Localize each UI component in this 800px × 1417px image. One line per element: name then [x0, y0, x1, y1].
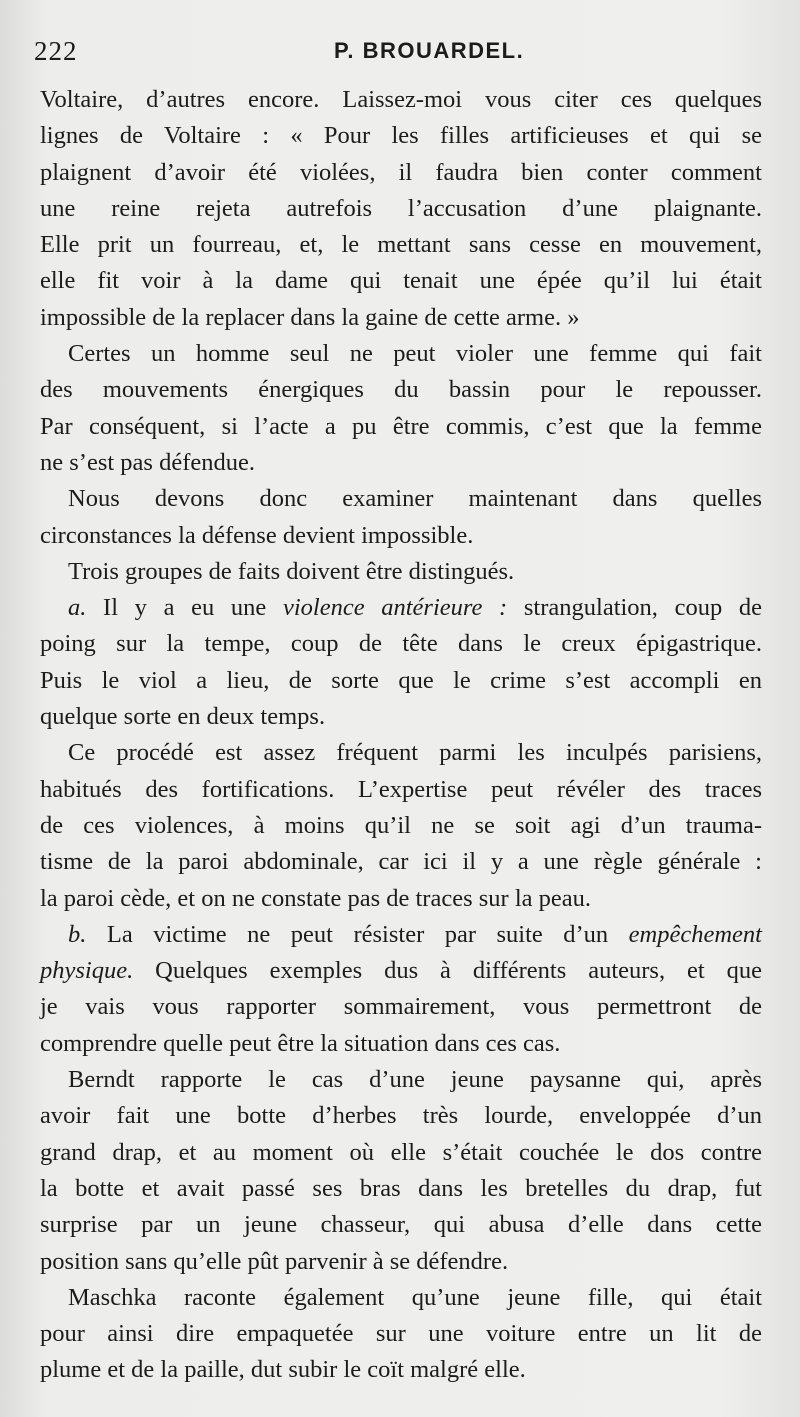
- text-line: elle fit voir à la dame qui tenait une épée qu’il lui était: [40, 267, 762, 295]
- text-line: Certes un homme seul ne peut violer une femme qui fait: [68, 340, 762, 368]
- text-line: ne s’est pas défendue.: [40, 448, 255, 476]
- text-line: Trois groupes de faits doivent être distingués.: [68, 557, 515, 585]
- text-line: pour ainsi dire empaquetée sur une voiture entre un lit de: [40, 1320, 762, 1348]
- running-title: P. BROUARDEL.: [334, 38, 525, 63]
- italic-segment: violence antérieure :: [282, 594, 508, 622]
- text-line: quelque sorte en deux temps.: [40, 703, 326, 731]
- text-line: Maschka raconte également qu’une jeune fille, qui était: [68, 1283, 762, 1311]
- text-line: grand drap, et au moment où elle s’était couchée le dos contre: [40, 1138, 762, 1166]
- text-line: [40, 953, 762, 989]
- text-line: une reine rejeta autrefois l’accusation d’une plaignante.: [40, 194, 762, 222]
- italic-segment: b.: [68, 920, 107, 948]
- text-segment: Quelques exemples dus à différents auteurs, et que: [133, 957, 762, 985]
- text-line: tisme de la paroi abdominale, car ici il y a une règle générale :: [40, 848, 762, 876]
- text-segment: strangulation, coup de: [507, 594, 763, 622]
- text-line: [40, 590, 762, 626]
- text-line: position sans qu’elle pût parvenir à se défendre.: [40, 1247, 509, 1275]
- italic-segment: a.: [68, 594, 104, 622]
- text-line: habitués des fortifications. L’expertise peut révéler des traces: [40, 775, 762, 803]
- text-segment: Il y a eu une: [103, 594, 283, 622]
- text-line: plaignent d’avoir été violées, il faudra bien conter comment: [40, 158, 762, 186]
- text-line: plume et de la paille, dut subir le coït malgré elle.: [40, 1356, 526, 1384]
- text-segment: La victime ne peut résister par suite d’un: [106, 920, 629, 948]
- text-line: Berndt rapporte le cas d’une jeune paysanne qui, après: [68, 1066, 762, 1094]
- text-line: la paroi cède, et on ne constate pas de traces sur la peau.: [40, 884, 591, 912]
- text-line: des mouvements énergiques du bassin pour le repousser.: [40, 376, 762, 404]
- text-line: Voltaire, d’autres encore. Laissez-moi vous citer ces quelques: [40, 86, 762, 113]
- text-line: poing sur la tempe, coup de tête dans le creux épigastrique.: [40, 630, 762, 658]
- text-line: [40, 917, 762, 953]
- text-line: lignes de Voltaire : « Pour les filles artificieuses et qui se: [40, 122, 762, 150]
- text-line: de ces violences, à moins qu’il ne se soit agi d’un trauma-: [40, 811, 762, 839]
- running-head: [34, 32, 764, 68]
- text-line: Nous devons donc examiner maintenant dans quelles: [68, 485, 762, 513]
- page-number: 222: [34, 36, 78, 66]
- body-text: [40, 82, 762, 1389]
- italic-segment: physique.: [40, 957, 134, 985]
- text-line: Par conséquent, si l’acte a pu être commis, c’est que la femme: [40, 412, 762, 440]
- text-line: circonstances la défense devient impossible.: [40, 521, 474, 549]
- text-line: surprise par un jeune chasseur, qui abusa d’elle dans cette: [40, 1211, 762, 1239]
- text-line: impossible de la replacer dans la gaine de cette arme. »: [40, 303, 580, 331]
- text-line: je vais vous rapporter sommairement, vous permettront de: [40, 993, 762, 1021]
- text-line: Puis le viol a lieu, de sorte que le crime s’est accompli en: [40, 666, 762, 694]
- text-line: la botte et avait passé ses bras dans les bretelles du drap, fut: [40, 1174, 762, 1202]
- text-line: comprendre quelle peut être la situation dans ces cas.: [40, 1029, 561, 1057]
- text-line: Elle prit un fourreau, et, le mettant sans cesse en mouvement,: [40, 231, 762, 259]
- text-line: Ce procédé est assez fréquent parmi les inculpés parisiens,: [68, 739, 762, 767]
- text-line: avoir fait une botte d’herbes très lourde, enveloppée d’un: [40, 1102, 762, 1130]
- italic-segment: empêchement: [628, 920, 762, 948]
